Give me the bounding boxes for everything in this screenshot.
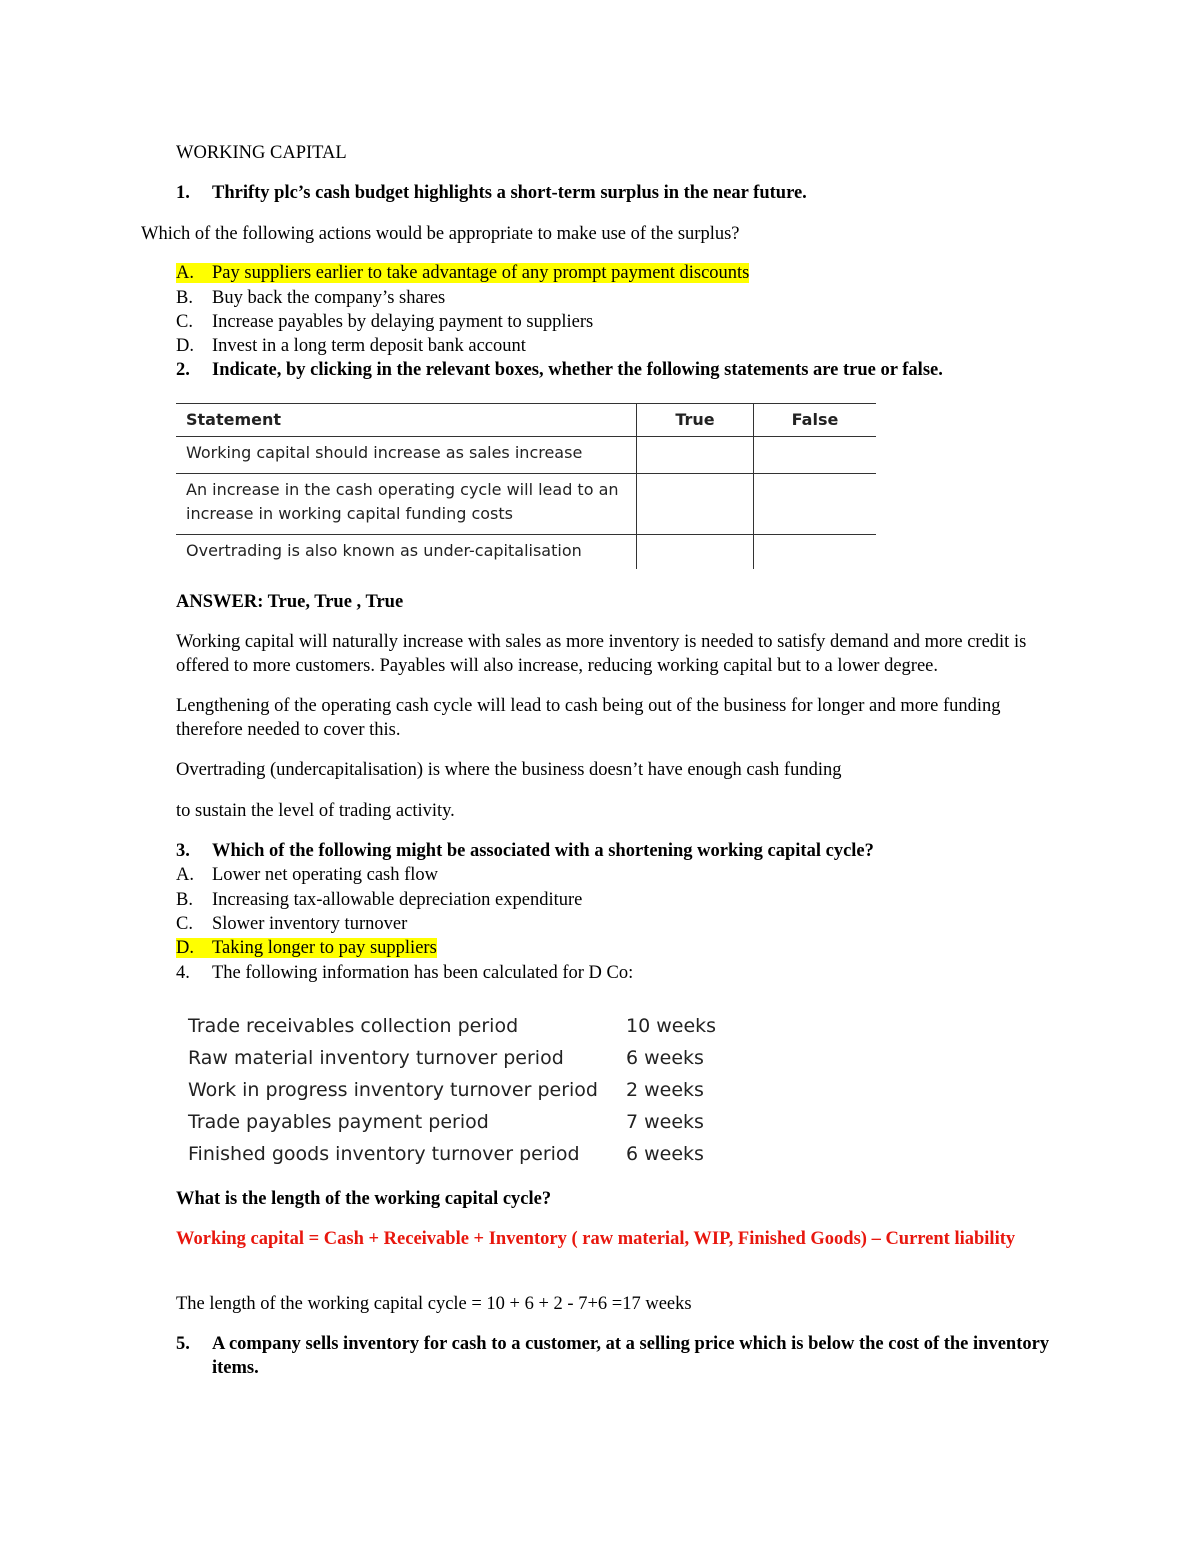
q3-option-b: [176, 888, 582, 912]
question-5: [176, 1332, 212, 1356]
option-letter: A.: [176, 865, 194, 885]
option-text: Increasing tax-allowable depreciation expenditure: [212, 890, 583, 910]
period-value: 6 weeks: [626, 1143, 704, 1165]
table-row: [188, 1011, 746, 1043]
period-label: Work in progress inventory turnover period: [188, 1079, 598, 1101]
q1-option-c: [176, 310, 593, 334]
question-text: The following information has been calculated for D Co:: [212, 963, 634, 983]
table-row: [188, 1107, 746, 1139]
true-checkbox-cell[interactable]: [637, 474, 754, 534]
question-number: 1.: [176, 183, 190, 203]
table-row: [188, 1043, 746, 1075]
q3-option-d: [176, 936, 437, 960]
option-text: Taking longer to pay suppliers: [212, 938, 437, 958]
result-text: The length of the working capital cycle = 10 + 6 + 2 - 7+6 =17 weeks: [176, 1294, 692, 1314]
option-text: Invest in a long term deposit bank account: [212, 336, 526, 356]
q1-option-d: [176, 334, 526, 358]
header-false: False: [791, 410, 839, 429]
statement-cell: An increase in the cash operating cycle will lead to an increase in working capital funding costs: [176, 474, 637, 534]
period-value: 6 weeks: [626, 1047, 704, 1069]
period-value: 7 weeks: [626, 1111, 704, 1133]
true-false-table: [176, 403, 876, 569]
explanation-paragraph: Working capital will naturally increase with sales as more inventory is needed to satisfy demand and more credit is offered to more customers. Payables will also increase, reducing working capital but to a lower degree.: [176, 632, 1027, 676]
question-1-prompt: Which of the following actions would be appropriate to make use of the surplus?: [141, 224, 740, 244]
table-row: [188, 1139, 746, 1171]
period-value: 2 weeks: [626, 1079, 704, 1101]
q3-option-c: [176, 912, 407, 936]
true-checkbox-cell[interactable]: [637, 437, 754, 473]
table-row: [176, 535, 876, 569]
answer-line: ANSWER: True, True , True: [176, 592, 404, 612]
document-title: WORKING CAPITAL: [176, 143, 347, 163]
option-letter: C.: [176, 312, 193, 332]
table-row: [176, 474, 876, 535]
header-true: True: [637, 404, 754, 436]
question-2: [176, 358, 943, 382]
question-text: Which of the following might be associated with a shortening working capital cycle?: [212, 841, 874, 861]
period-label: Trade payables payment period: [188, 1111, 489, 1133]
option-letter: D.: [176, 336, 194, 356]
table-header-row: [176, 403, 876, 437]
explanation-paragraph: Lengthening of the operating cash cycle will lead to cash being out of the business for longer and more funding therefore needed to cover this.: [176, 696, 1001, 740]
question-number: 5.: [176, 1334, 190, 1354]
false-checkbox-cell[interactable]: [754, 474, 876, 534]
explanation-paragraph: Overtrading (undercapitalisation) is where the business doesn’t have enough cash funding: [176, 760, 842, 780]
question-1: [176, 181, 807, 205]
question-text: A company sells inventory for cash to a customer, at a selling price which is below the cost of the inventory items.: [212, 1334, 1050, 1378]
question-number: 4.: [176, 963, 190, 983]
question-number: 2.: [176, 360, 190, 380]
option-letter: B.: [176, 890, 193, 910]
q3-option-a: [176, 863, 438, 887]
question-4: [176, 961, 633, 985]
statement-cell: Working capital should increase as sales increase: [176, 437, 637, 473]
period-table: [188, 1011, 746, 1171]
statement-cell: Overtrading is also known as under-capitalisation: [176, 535, 637, 569]
period-label: Trade receivables collection period: [188, 1015, 519, 1037]
explanation-paragraph: to sustain the level of trading activity.: [176, 801, 455, 821]
option-letter: B.: [176, 288, 193, 308]
option-letter: D.: [176, 938, 194, 958]
option-text: Pay suppliers earlier to take advantage of any prompt payment discounts: [212, 263, 750, 283]
false-checkbox-cell[interactable]: [754, 437, 876, 473]
question-number: 3.: [176, 841, 190, 861]
period-label: Finished goods inventory turnover period: [188, 1143, 580, 1165]
question-text: Indicate, by clicking in the relevant boxes, whether the following statements are true or false.: [212, 360, 943, 380]
q4-question: What is the length of the working capital cycle?: [176, 1189, 552, 1209]
option-letter: C.: [176, 914, 193, 934]
table-row: [176, 437, 876, 474]
question-3: [176, 839, 874, 863]
false-checkbox-cell[interactable]: [754, 535, 876, 569]
header-statement: Statement: [176, 404, 637, 436]
option-text: Increase payables by delaying payment to suppliers: [212, 312, 594, 332]
option-text: Slower inventory turnover: [212, 914, 408, 934]
option-text: Buy back the company’s shares: [212, 288, 446, 308]
period-value: 10 weeks: [626, 1015, 717, 1037]
question-text: Thrifty plc’s cash budget highlights a short-term surplus in the near future.: [212, 183, 807, 203]
q1-option-b: [176, 286, 445, 310]
option-text: Lower net operating cash flow: [212, 865, 439, 885]
period-label: Raw material inventory turnover period: [188, 1047, 564, 1069]
formula-text: Working capital = Cash + Receivable + Inventory ( raw material, WIP, Finished Goods) – Current liability: [176, 1229, 1016, 1249]
table-row: [188, 1075, 746, 1107]
true-checkbox-cell[interactable]: [637, 535, 754, 569]
option-letter: A.: [176, 263, 194, 283]
q1-option-a: [176, 261, 749, 285]
